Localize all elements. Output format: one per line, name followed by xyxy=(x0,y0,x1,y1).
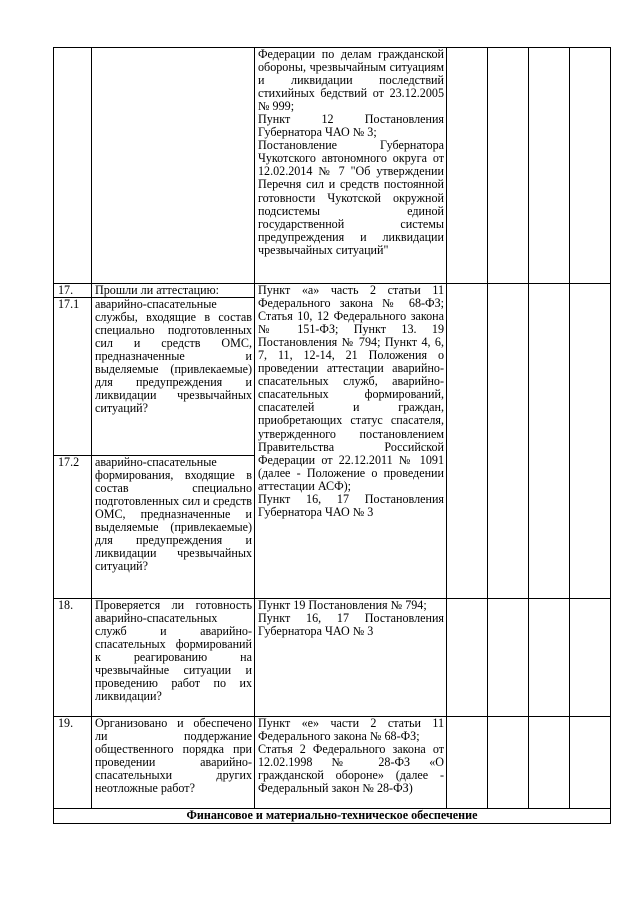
reference-cell: Пункт «а» часть 2 статьи 11 Федерального закона № 68-ФЗ; Статья 10, 12 Федерального закона № 151-ФЗ; Пункт 13. 19 Постановления № 794; Пункт 4, 6, 7, 11, 12-14, 21 Положения о проведении аттестации аварийно-спасательных служб, аварийно-спасательных формирований, спасателей и граждан, приобретающих статус спасателя, утвержденного постановлением Правительства Российской Федерации от 22.12.2011 № 1091 (далее - Положение о проведении аттестации АСФ); Пункт 16, 17 Постановления Губернатора ЧАО № 3 xyxy=(255,284,447,599)
table-row xyxy=(54,48,611,284)
item-number: 17.2 xyxy=(54,456,92,599)
reference-cell: Пункт 19 Постановления № 794; Пункт 16, 17 Постановления Губернатора ЧАО № 3 xyxy=(255,599,447,717)
item-number: 17. xyxy=(54,284,92,298)
question-cell: аварийно-спасательные формирования, входящие в состав специально подготовленных сил и средств ОМС, предназначенные и выделяемые (привлекаемые) для предупреждения и ликвидации чрезвычайных ситуаций? xyxy=(92,456,255,599)
item-number xyxy=(54,48,92,284)
note-cell xyxy=(570,48,611,284)
table-row xyxy=(54,284,611,298)
answer-cell-na xyxy=(529,284,570,599)
item-number: 18. xyxy=(54,599,92,717)
question-cell: аварийно-спасательные службы, входящие в состав специально подготовленных сил и средств ОМС, предназначенные и выделяемые (привлекаемые) для предупреждения и ликвидации чрезвычайных ситуаций? xyxy=(92,298,255,456)
answer-cell-no xyxy=(488,599,529,717)
table-row xyxy=(54,599,611,717)
answer-cell-na xyxy=(529,717,570,809)
answer-cell-yes xyxy=(447,717,488,809)
answer-cell-no xyxy=(488,48,529,284)
answer-cell-yes xyxy=(447,48,488,284)
answer-cell-na xyxy=(529,599,570,717)
question-cell: Организовано и обеспечено ли поддержание общественного порядка при проведении аварийно-спасательныхи других неотложные работ? xyxy=(92,717,255,809)
question-cell: Прошли ли аттестацию: xyxy=(92,284,255,298)
answer-cell-no xyxy=(488,284,529,599)
section-header-row xyxy=(54,809,611,824)
question-cell xyxy=(92,48,255,284)
question-cell: Проверяется ли готовность аварийно-спасательных служб и аварийно-спасательных формирований к реагированию на чрезвычайные ситуации и проведению работ по их ликвидации? xyxy=(92,599,255,717)
answer-cell-yes xyxy=(447,599,488,717)
table-row xyxy=(54,717,611,809)
answer-cell-na xyxy=(529,48,570,284)
item-number: 17.1 xyxy=(54,298,92,456)
answer-cell-yes xyxy=(447,284,488,599)
note-cell xyxy=(570,284,611,599)
note-cell xyxy=(570,599,611,717)
reference-cell: Федерации по делам гражданской обороны, чрезвычайным ситуациям и ликвидации последствий стихийных бедствий от 23.12.2005 № 999; Пункт 12 Постановления Губернатора ЧАО № 3; Постановление Губернатора Чукотского автономного округа от 12.02.2014 № 7 "Об утверждении Перечня сил и средств постоянной готовности Чукотской окружной подсистемы единой государственной системы предупреждения и ликвидации чрезвычайных ситуаций" xyxy=(255,48,447,284)
document-page xyxy=(53,47,610,824)
item-number: 19. xyxy=(54,717,92,809)
note-cell xyxy=(570,717,611,809)
reference-cell: Пункт «е» части 2 статьи 11 Федерального закона № 68-ФЗ; Статья 2 Федерального закона от 12.02.1998 № 28-ФЗ «О гражданской обороне» (далее - Федеральный закон № 28-ФЗ) xyxy=(255,717,447,809)
section-title: Финансовое и материально-техническое обеспечение xyxy=(54,809,611,824)
answer-cell-no xyxy=(488,717,529,809)
checklist-table xyxy=(53,47,611,824)
